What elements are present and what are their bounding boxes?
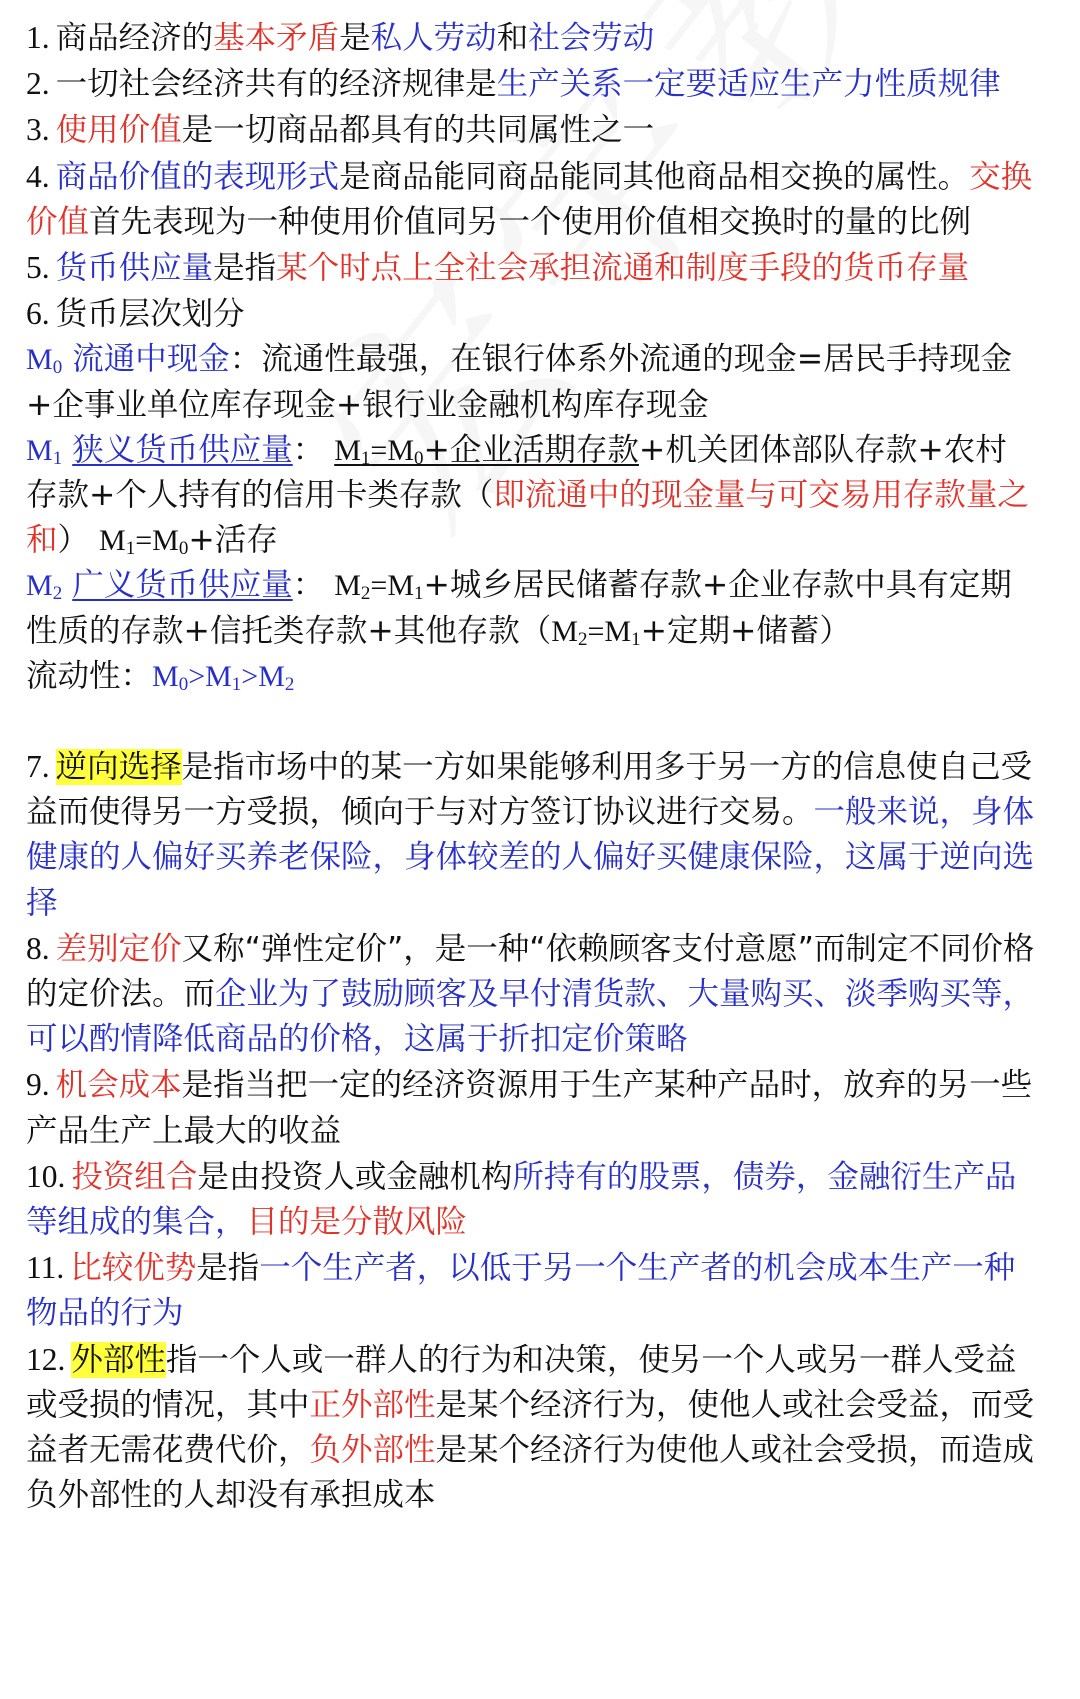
segment-text: 流通中现金 bbox=[62, 341, 230, 378]
segment-text: =M bbox=[587, 614, 632, 648]
segment-text: 货币层次划分 bbox=[55, 296, 245, 333]
segment-text: 是 bbox=[339, 20, 371, 56]
note-paragraph bbox=[26, 428, 1036, 564]
segment-text: 是指 bbox=[196, 1250, 260, 1287]
note-paragraph bbox=[26, 654, 1036, 699]
segment-text: =M bbox=[370, 433, 415, 467]
key-phrase bbox=[72, 567, 293, 603]
subscript: 0 bbox=[414, 447, 424, 469]
segment-text: 商品经济的 bbox=[55, 20, 214, 56]
money-symbol bbox=[135, 524, 189, 560]
item-number: 8. bbox=[26, 930, 50, 966]
item-number: 4. bbox=[26, 158, 50, 194]
segment-text: +企业活期存款 bbox=[423, 431, 639, 468]
money-symbol bbox=[334, 434, 370, 467]
segment-text: +城乡居民储蓄存款+企业存款中具有定期性质的存款+信托类存款+其他存款（ bbox=[26, 567, 1012, 649]
key-term bbox=[247, 1204, 468, 1240]
subscript: 1 bbox=[414, 583, 424, 605]
text-segment bbox=[58, 522, 100, 558]
segment-text: 某个时点上全社会承担流通和制度手段的货币存量 bbox=[276, 250, 970, 287]
segment-text: >M bbox=[188, 659, 232, 693]
money-symbol bbox=[26, 343, 63, 379]
item-number: 7. bbox=[26, 749, 50, 785]
segment-text: 目的是分散风险 bbox=[246, 1204, 468, 1241]
segment-text: 广义货币供应量 bbox=[72, 567, 293, 604]
key-phrase bbox=[56, 159, 340, 195]
note-paragraph bbox=[26, 337, 1036, 427]
segment-text: 是商品能同商品能同其他商品相交换的属性。 bbox=[339, 158, 970, 195]
segment-text: 外部性 bbox=[71, 1341, 166, 1378]
text-segment bbox=[424, 432, 639, 468]
segment-text: 一切社会经济共有的经济规律是 bbox=[55, 66, 497, 103]
subscript: 1 bbox=[360, 447, 371, 469]
note-paragraph bbox=[26, 1245, 1036, 1336]
key-phrase bbox=[528, 20, 654, 56]
money-symbol bbox=[370, 434, 423, 467]
key-term bbox=[70, 1250, 196, 1286]
money-symbol bbox=[188, 660, 241, 693]
segment-text: =M bbox=[135, 524, 179, 558]
key-term bbox=[213, 20, 339, 56]
subscript: 1 bbox=[631, 628, 641, 650]
key-phrase bbox=[56, 250, 214, 286]
text-segment bbox=[641, 613, 851, 649]
segment-text: 企业为了鼓励顾客及早付清货款、大量购买、淡季购买等，可以酌情降低商品的价格，这属于折扣定价策略 bbox=[26, 976, 1035, 1058]
notes-content bbox=[26, 15, 1036, 1519]
segment-text: ： bbox=[292, 431, 335, 468]
money-symbol bbox=[334, 569, 371, 605]
subscript: 2 bbox=[577, 628, 588, 650]
item-number: 10. bbox=[26, 1158, 66, 1194]
note-paragraph bbox=[26, 61, 1036, 107]
note-paragraph bbox=[26, 1062, 1036, 1153]
text-segment bbox=[196, 1250, 259, 1286]
segment-text: 是指当把一定的经济资源用于生产某种产品时，放弃的另一些产品生产上最大的收益 bbox=[26, 1067, 1033, 1149]
segment-text: M bbox=[99, 524, 126, 558]
key-term bbox=[276, 250, 969, 286]
text-segment bbox=[188, 522, 277, 558]
text-segment bbox=[89, 204, 971, 240]
segment-text: 指一个人或一群人的行为和决策，使另一个人或另一群人受益或受损的情况，其中 bbox=[26, 1341, 1017, 1423]
segment-text bbox=[62, 432, 72, 468]
subscript: 2 bbox=[284, 673, 295, 695]
segment-text: 是指市场中的某一方如果能够利用多于另一方的信息使自己受益而使得另一方受损，倾向于与对方签订协议进行交易。 bbox=[26, 749, 1033, 831]
segment-text: M bbox=[26, 569, 53, 603]
segment-text: M bbox=[551, 614, 578, 648]
note-paragraph bbox=[26, 744, 1036, 926]
segment-text: 交换价值 bbox=[26, 158, 1033, 240]
subscript: 1 bbox=[125, 538, 136, 560]
note-paragraph bbox=[26, 926, 1036, 1063]
key-phrase bbox=[371, 20, 497, 56]
note-paragraph bbox=[26, 1154, 1036, 1245]
segment-text: 货币供应量 bbox=[55, 250, 214, 287]
note-paragraph bbox=[26, 245, 1036, 291]
text-segment bbox=[26, 658, 152, 694]
text-segment bbox=[56, 66, 497, 102]
segment-text: 即流通中的现金量与可交易用存款量之和 bbox=[26, 477, 1029, 559]
item-number: 12. bbox=[26, 1341, 66, 1377]
money-symbol bbox=[152, 660, 188, 693]
segment-text: 又称“弹性定价”，是一种“依赖顾客支付意愿”而制定不同价格的定价法。而 bbox=[26, 930, 1035, 1013]
paragraph-gap bbox=[26, 699, 1036, 744]
segment-text: M bbox=[334, 569, 361, 603]
note-paragraph bbox=[26, 563, 1036, 653]
text-segment bbox=[62, 432, 72, 468]
segment-text: 是某个经济行为，使他人或社会受益，而受益者无需花费代价， bbox=[26, 1386, 1035, 1469]
money-symbol bbox=[551, 615, 587, 648]
key-term bbox=[56, 112, 182, 148]
highlighted-term bbox=[56, 749, 182, 785]
subscript: 0 bbox=[52, 357, 63, 379]
note-paragraph bbox=[26, 15, 1036, 61]
subscript: 2 bbox=[52, 583, 63, 605]
money-symbol bbox=[26, 434, 62, 467]
segment-text: 投资组合 bbox=[71, 1158, 198, 1195]
text-segment bbox=[293, 567, 335, 603]
segment-text: 和 bbox=[496, 20, 529, 56]
segment-text: 负外部性 bbox=[309, 1432, 436, 1469]
money-symbol bbox=[587, 615, 640, 648]
segment-text: M bbox=[152, 659, 179, 693]
item-number: 2. bbox=[26, 66, 50, 102]
key-phrase bbox=[72, 432, 293, 468]
segment-text: 差别定价 bbox=[55, 930, 182, 967]
segment-text: 社会劳动 bbox=[528, 20, 655, 56]
text-segment bbox=[213, 250, 276, 286]
subscript: 1 bbox=[52, 447, 63, 469]
text-segment bbox=[56, 20, 214, 56]
note-paragraph bbox=[26, 291, 1036, 337]
item-number: 1. bbox=[26, 20, 50, 55]
text-segment bbox=[339, 159, 969, 195]
segment-text: ： bbox=[292, 567, 335, 604]
key-phrase bbox=[62, 341, 230, 377]
segment-text: 机会成本 bbox=[55, 1067, 182, 1104]
segment-text: >M bbox=[241, 659, 285, 693]
segment-text: +机关团体部队存款+农村存款+个人持有的信用卡类存款（ bbox=[26, 431, 1007, 514]
segment-text: 基本矛盾 bbox=[213, 20, 340, 56]
key-term bbox=[56, 931, 182, 967]
key-phrase bbox=[497, 66, 1001, 102]
key-term bbox=[310, 1387, 436, 1423]
item-number: 5. bbox=[26, 250, 50, 286]
segment-text: 是一切商品都具有的共同属性之一 bbox=[181, 112, 655, 149]
money-symbol bbox=[241, 660, 294, 693]
item-number: 3. bbox=[26, 112, 50, 148]
money-symbol bbox=[99, 524, 136, 560]
text-segment bbox=[293, 432, 335, 468]
segment-text: 是由投资人或金融机构 bbox=[197, 1158, 513, 1195]
segment-text: ） bbox=[57, 522, 100, 559]
item-number: 9. bbox=[26, 1067, 50, 1103]
segment-text: 首先表现为一种使用价值同另一个使用价值相交换时的量的比例 bbox=[89, 203, 972, 240]
segment-text: 生产关系一定要适应生产力性质规律 bbox=[496, 66, 1001, 103]
segment-text: 所持有的股票，债券，金融衍生产品等组成的集合， bbox=[26, 1158, 1017, 1241]
item-number: 11. bbox=[26, 1250, 65, 1286]
highlighted-term bbox=[71, 1342, 166, 1378]
key-term bbox=[56, 1067, 182, 1103]
text-segment bbox=[497, 20, 529, 56]
money-symbol bbox=[370, 569, 424, 605]
subscript: 2 bbox=[360, 583, 371, 605]
segment-text: 狭义货币供应量 bbox=[72, 431, 293, 468]
segment-text: M bbox=[26, 343, 53, 377]
text-segment bbox=[56, 296, 245, 332]
segment-text: =M bbox=[370, 569, 415, 603]
segment-text: M bbox=[334, 433, 361, 467]
text-segment bbox=[182, 112, 655, 148]
text-segment bbox=[197, 1159, 512, 1195]
subscript: 0 bbox=[178, 538, 189, 560]
text-segment bbox=[62, 567, 72, 603]
segment-text: 一般来说，身体健康的人偏好买养老保险，身体较差的人偏好买健康保险，这属于逆向选择 bbox=[26, 794, 1035, 921]
segment-text: 正外部性 bbox=[309, 1386, 436, 1423]
segment-text: 是某个经济行为使他人或社会受损，而造成负外部性的人却没有承担成本 bbox=[26, 1432, 1035, 1514]
segment-text: 私人劳动 bbox=[370, 20, 497, 56]
text-segment bbox=[339, 20, 371, 56]
segment-text: M bbox=[26, 433, 53, 467]
segment-text: 使用价值 bbox=[55, 112, 182, 149]
note-paragraph bbox=[26, 1337, 1036, 1519]
subscript: 0 bbox=[178, 673, 189, 695]
subscript: 1 bbox=[231, 673, 242, 695]
note-paragraph bbox=[26, 154, 1036, 245]
key-term bbox=[71, 1159, 197, 1195]
segment-text: +定期+储蓄） bbox=[640, 612, 851, 649]
segment-text: 逆向选择 bbox=[55, 749, 182, 786]
segment-text: 一个生产者，以低于另一个生产者的机会成本生产一种物品的行为 bbox=[26, 1250, 1016, 1332]
money-symbol bbox=[26, 569, 63, 605]
note-paragraph bbox=[26, 107, 1036, 153]
segment-text: 流动性： bbox=[26, 657, 153, 694]
segment-text: +活存 bbox=[188, 522, 278, 559]
item-number: 6. bbox=[26, 296, 50, 332]
segment-text: 商品价值的表现形式 bbox=[55, 158, 340, 195]
key-term bbox=[310, 1432, 436, 1468]
segment-text: 比较优势 bbox=[70, 1250, 197, 1287]
segment-text bbox=[62, 567, 72, 603]
segment-text: 是指 bbox=[213, 250, 277, 287]
segment-text: ：流通性最强，在银行体系外流通的现金=居民手持现金+企事业单位库存现金+银行业金融机构库存现金 bbox=[26, 341, 1013, 423]
